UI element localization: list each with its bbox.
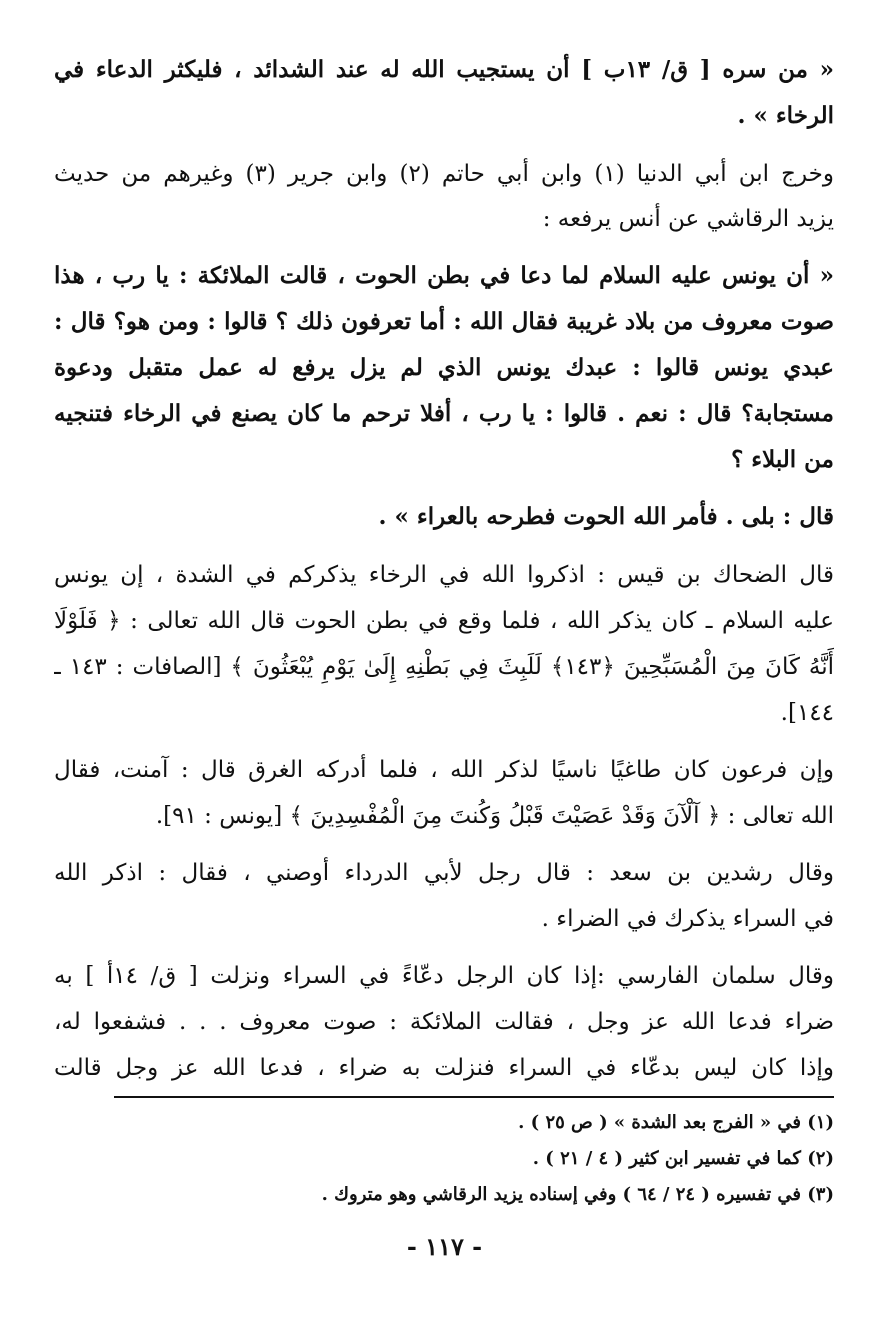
footnote: (٣) في تفسيره ( ٢٤ / ٦٤ ) وفي إسناده يزيد الرقاشي وهو متروك . xyxy=(321,1184,834,1205)
text-line: صوت معروف من بلاد غريبة فقال الله : أما تعرفون ذلك ؟ قالوا : ومن هو؟ قال : xyxy=(54,308,834,335)
text-line: من البلاء ؟ xyxy=(731,446,834,473)
page-number: - ١١٧ - xyxy=(406,1232,483,1261)
text-line: الرخاء » . xyxy=(737,102,834,129)
text-line: ضراء فدعا الله عز وجل ، فقالت الملائكة : صوت معروف . . . فشفعوا له، xyxy=(54,1009,834,1035)
text-line: وإن فرعون كان طاغيًا ناسيًا لذكر الله ، فلما أدركه الغرق قال : آمنت، فقال xyxy=(54,757,834,783)
footnote: (٢) كما في تفسير ابن كثير ( ٤ / ٢١ ) . xyxy=(532,1148,834,1169)
text-line: في السراء يذكرك في الضراء . xyxy=(541,906,834,932)
footnote: (١) في « الفرج بعد الشدة » ( ص ٢٥ ) . xyxy=(518,1112,834,1133)
text-line: قال الضحاك بن قيس : اذكروا الله في الرخاء يذكركم في الشدة ، إن يونس xyxy=(54,562,834,588)
text-line: وقال رشدين بن سعد : قال رجل لأبي الدرداء أوصني ، فقال : اذكر الله xyxy=(54,860,834,886)
text-line: مستجابة؟ قال : نعم . قالوا : يا رب ، أفلا ترحم ما كان يصنع في الرخاء فتنجيه xyxy=(54,400,834,427)
text-line: عليه السلام ـ كان يذكر الله ، فلما وقع في بطن الحوت قال الله تعالى : ﴿ فَلَوْلَا xyxy=(54,608,834,634)
text-line: ١٤٤]. xyxy=(780,700,834,726)
text-line: « أن يونس عليه السلام لما دعا في بطن الحوت ، قالت الملائكة : يا رب ، هذا xyxy=(54,262,834,289)
text-line: قال : بلى . فأمر الله الحوت فطرحه بالعراء » . xyxy=(378,503,834,530)
text-line: وخرج ابن أبي الدنيا (١) وابن أبي حاتم (٢) وابن جرير (٣) وغيرهم من حديث xyxy=(54,161,834,187)
text-line: الله تعالى : ﴿ آلْآنَ وَقَدْ عَصَيْتَ قَبْلُ وَكُنتَ مِنَ الْمُفْسِدِينَ ﴾ [يونس : ٩١]. xyxy=(155,803,834,829)
text-line: « من سره [ ق/ ١٣ب ] أن يستجيب الله له عند الشدائد ، فليكثر الدعاء في xyxy=(54,56,834,83)
text-line: وقال سلمان الفارسي :إذا كان الرجل دعّاءً في السراء ونزلت [ ق/ ١٤أ ] به xyxy=(54,963,834,989)
text-line: يزيد الرقاشي عن أنس يرفعه : xyxy=(542,206,834,232)
footnote-divider xyxy=(114,1096,834,1098)
text-line: أَنَّهُ كَانَ مِنَ الْمُسَبِّحِينَ ﴿١٤٣﴾ لَلَبِثَ فِي بَطْنِهِ إِلَىٰ يَوْمِ يُبْعَثُونَ ﴾ [الصافات : ١٤٣ ـ xyxy=(54,654,834,680)
text-line: عبدي يونس قالوا : عبدك يونس الذي لم يزل يرفع له عمل متقبل ودعوة xyxy=(54,354,834,381)
text-line: وإذا كان ليس بدعّاء في السراء فنزلت به ضراء ، فدعا الله عز وجل قالت xyxy=(54,1055,834,1081)
